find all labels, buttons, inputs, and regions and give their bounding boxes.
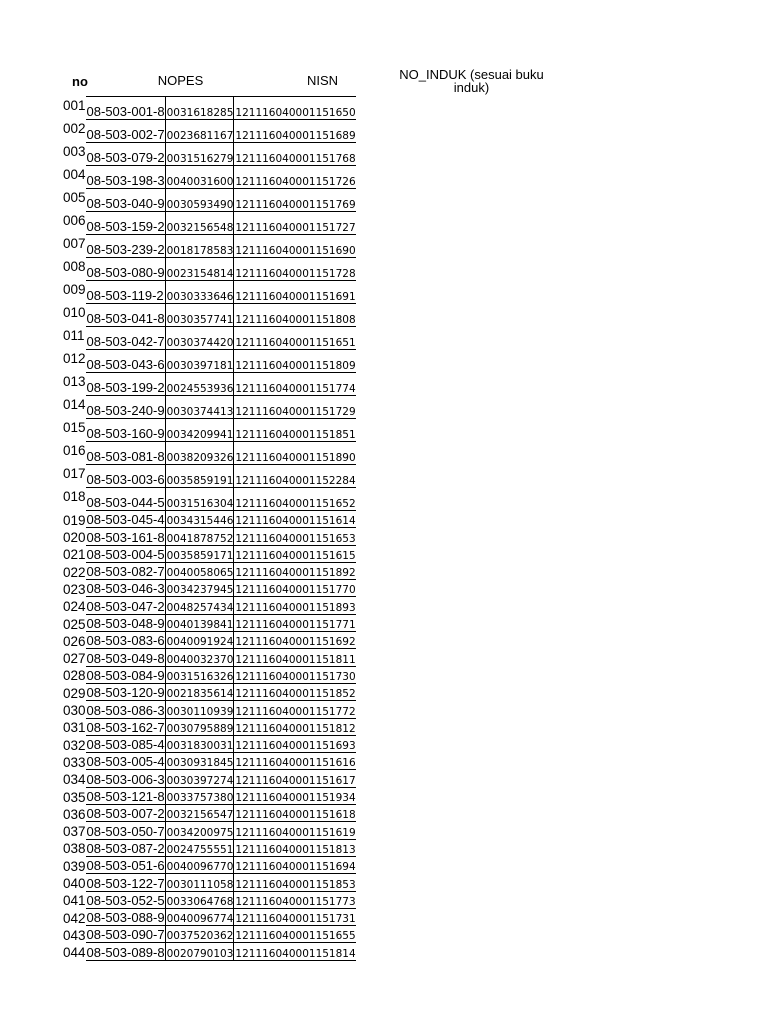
table-row	[63, 143, 356, 166]
row-no: 009	[63, 281, 86, 297]
row-no-induk: 121116040001151693	[234, 735, 356, 752]
row-no-induk: 121116040001151651	[234, 327, 356, 350]
row-nopes: 08-503-003-6	[86, 465, 166, 488]
header-nopes: NOPES	[157, 73, 204, 88]
row-nisn: 0037520362	[165, 926, 234, 943]
row-no-induk: 121116040001151771	[234, 614, 356, 631]
row-no-induk: 121116040001151692	[234, 632, 356, 649]
row-no-induk: 121116040001151618	[234, 805, 356, 822]
row-nisn: 0030397274	[165, 770, 234, 787]
row-nopes: 08-503-085-4	[86, 737, 165, 753]
row-nisn: 0032156547	[165, 805, 234, 822]
row-no: 011	[63, 327, 85, 343]
row-no: 003	[63, 143, 86, 159]
row-no-induk: 121116040001151617	[234, 770, 356, 787]
table-row	[63, 442, 356, 465]
row-nisn: 0030397181	[165, 350, 234, 373]
row-no-induk: 121116040001151893	[234, 597, 356, 614]
row-no: 023	[63, 581, 86, 597]
row-nopes: 08-503-088-9	[86, 910, 165, 926]
row-nisn: 0033757380	[165, 787, 234, 804]
row-nopes: 08-503-084-9	[86, 667, 165, 683]
table-row	[63, 419, 356, 442]
row-no-induk: 121116040001151773	[234, 891, 356, 908]
table-row	[63, 562, 356, 579]
row-no: 026	[63, 633, 86, 649]
row-nopes: 08-503-199-2	[86, 373, 166, 396]
row-nopes: 08-503-043-6	[86, 350, 166, 373]
table-row	[63, 874, 356, 891]
row-no-induk: 121116040001152284	[234, 465, 356, 488]
row-nopes: 08-503-040-9	[86, 189, 166, 212]
table-row	[63, 511, 356, 528]
row-nopes: 08-503-041-8	[86, 304, 166, 327]
row-no: 010	[63, 304, 86, 320]
row-nisn: 0041878752	[165, 528, 234, 545]
row-no-induk: 121116040001151814	[234, 943, 356, 960]
row-nopes: 08-503-159-2	[86, 212, 166, 235]
table-row	[63, 683, 356, 700]
table-row	[63, 545, 356, 562]
row-nisn: 0031516279	[165, 143, 234, 166]
table-row	[63, 488, 356, 511]
table-row	[63, 373, 356, 396]
row-nisn: 0030111058	[165, 874, 234, 891]
row-nisn: 0040032370	[165, 649, 234, 666]
row-nisn: 0024553936	[165, 373, 234, 396]
row-no-induk: 121116040001151812	[234, 718, 356, 735]
row-no-induk: 121116040001151934	[234, 787, 356, 804]
row-no: 027	[63, 651, 86, 667]
row-nisn: 0030795889	[165, 718, 234, 735]
row-no: 014	[63, 396, 86, 412]
row-no: 029	[63, 685, 86, 701]
row-no: 008	[63, 258, 86, 274]
row-no-induk: 121116040001151726	[234, 166, 356, 189]
row-nisn: 0035859171	[165, 545, 234, 562]
row-nisn: 0031516326	[165, 666, 234, 683]
row-nopes: 08-503-121-8	[86, 789, 165, 805]
row-no-induk: 121116040001151619	[234, 822, 356, 839]
header-no-induk: NO_INDUK (sesuai buku induk)	[399, 67, 544, 95]
row-no-induk: 121116040001151768	[234, 143, 356, 166]
table-row	[63, 614, 356, 631]
table-row	[63, 649, 356, 666]
table-row	[63, 120, 356, 143]
row-nisn: 0040091924	[165, 632, 234, 649]
row-nisn: 0031516304	[165, 488, 234, 511]
table-row	[63, 212, 356, 235]
table-row	[63, 396, 356, 419]
row-no-induk: 121116040001151690	[234, 235, 356, 258]
row-no: 031	[63, 720, 86, 736]
row-nisn: 0030333646	[165, 281, 234, 304]
row-no: 043	[63, 927, 86, 943]
row-no: 004	[63, 166, 86, 182]
table-row	[63, 943, 356, 960]
row-no: 042	[63, 910, 86, 926]
row-no-induk: 121116040001151655	[234, 926, 356, 943]
row-nopes: 08-503-048-9	[86, 616, 165, 632]
row-nisn: 0031830031	[165, 735, 234, 752]
row-nisn: 0040139841	[165, 614, 234, 631]
row-no-induk: 121116040001151653	[234, 528, 356, 545]
row-no-induk: 121116040001151652	[234, 488, 356, 511]
row-nopes: 08-503-119-2	[86, 281, 166, 304]
row-no-induk: 121116040001151808	[234, 304, 356, 327]
row-nisn: 0038209326	[165, 442, 234, 465]
row-no: 021	[63, 547, 86, 563]
row-nopes: 08-503-044-5	[86, 488, 166, 511]
table-row	[63, 528, 356, 545]
row-no: 020	[63, 530, 86, 546]
row-no-induk: 121116040001151616	[234, 753, 356, 770]
row-nopes: 08-503-004-5	[86, 546, 165, 562]
row-no-induk: 121116040001151892	[234, 562, 356, 579]
row-no: 032	[63, 737, 86, 753]
row-no-induk: 121116040001151731	[234, 908, 356, 925]
row-no: 028	[63, 668, 86, 684]
row-no-induk: 121116040001151650	[234, 97, 356, 120]
row-no-induk: 121116040001151727	[234, 212, 356, 235]
row-nopes: 08-503-042-7	[86, 327, 166, 350]
row-nisn: 0030374420	[165, 327, 234, 350]
row-nisn: 0018178583	[165, 235, 234, 258]
header-nisn: NISN	[306, 73, 339, 88]
row-no-induk: 121116040001151614	[234, 511, 356, 528]
row-no: 030	[63, 703, 86, 719]
row-no: 022	[63, 564, 86, 580]
row-nopes: 08-503-002-7	[86, 120, 166, 143]
row-no-induk: 121116040001151813	[234, 839, 356, 856]
table-row	[63, 597, 356, 614]
row-no-induk: 121116040001151809	[234, 350, 356, 373]
row-nopes: 08-503-047-2	[86, 598, 165, 614]
row-nisn: 0040031600	[165, 166, 234, 189]
table-row	[63, 718, 356, 735]
table-row	[63, 701, 356, 718]
row-nopes: 08-503-046-3	[86, 581, 165, 597]
row-no-induk: 121116040001151769	[234, 189, 356, 212]
row-nisn: 0020790103	[165, 943, 234, 960]
row-no: 024	[63, 599, 86, 615]
row-nisn: 0034315446	[165, 511, 234, 528]
row-no: 007	[63, 235, 86, 251]
row-nisn: 0021835614	[165, 683, 234, 700]
row-nopes: 08-503-122-7	[86, 875, 165, 891]
row-no: 040	[63, 876, 86, 892]
row-nisn: 0030374413	[165, 396, 234, 419]
row-nisn: 0032156548	[165, 212, 234, 235]
table-row	[63, 666, 356, 683]
row-no: 036	[63, 806, 86, 822]
row-no: 002	[63, 120, 86, 136]
row-nopes: 08-503-005-4	[86, 754, 165, 770]
row-nopes: 08-503-162-7	[86, 719, 165, 735]
table-row	[63, 822, 356, 839]
table-row	[63, 926, 356, 943]
row-no: 035	[63, 789, 86, 805]
row-nisn: 0040058065	[165, 562, 234, 579]
row-no-induk: 121116040001151772	[234, 701, 356, 718]
row-nopes: 08-503-007-2	[86, 806, 165, 822]
row-no: 044	[63, 945, 86, 961]
row-no: 012	[63, 350, 86, 366]
row-nopes: 08-503-052-5	[86, 892, 165, 908]
row-no: 018	[63, 488, 86, 504]
row-nisn: 0031618285	[165, 97, 234, 120]
row-no: 017	[63, 465, 86, 481]
row-no: 038	[63, 841, 86, 857]
row-nisn: 0040096774	[165, 908, 234, 925]
row-nisn: 0034237945	[165, 580, 234, 597]
row-nisn: 0034200975	[165, 822, 234, 839]
row-no-induk: 121116040001151851	[234, 419, 356, 442]
row-nopes: 08-503-082-7	[86, 564, 165, 580]
row-nisn: 0030357741	[165, 304, 234, 327]
row-no: 039	[63, 858, 86, 874]
row-nisn: 0048257434	[165, 597, 234, 614]
table-row	[63, 465, 356, 488]
row-nisn: 0040096770	[165, 856, 234, 873]
row-nopes: 08-503-050-7	[86, 823, 165, 839]
row-nopes: 08-503-045-4	[86, 512, 165, 528]
row-nopes: 08-503-161-8	[86, 529, 165, 545]
row-no: 041	[63, 893, 86, 909]
row-no: 001	[63, 97, 86, 113]
row-no-induk: 121116040001151770	[234, 580, 356, 597]
table-row	[63, 97, 356, 120]
row-nopes: 08-503-090-7	[86, 927, 165, 943]
table-row	[63, 753, 356, 770]
row-no-induk: 121116040001151890	[234, 442, 356, 465]
row-no: 034	[63, 772, 86, 788]
row-no: 015	[63, 419, 86, 435]
row-no: 019	[63, 512, 86, 528]
row-no: 006	[63, 212, 86, 228]
row-nisn: 0034209941	[165, 419, 234, 442]
row-no-induk: 121116040001151774	[234, 373, 356, 396]
row-nisn: 0033064768	[165, 891, 234, 908]
row-nopes: 08-503-240-9	[86, 396, 166, 419]
table-row	[63, 839, 356, 856]
table-row	[63, 856, 356, 873]
row-no-induk: 121116040001151694	[234, 856, 356, 873]
row-nopes: 08-503-083-6	[86, 633, 165, 649]
table-row	[63, 770, 356, 787]
row-nisn: 0030110939	[165, 701, 234, 718]
row-nopes: 08-503-120-9	[86, 685, 165, 701]
row-nisn: 0023154814	[165, 258, 234, 281]
table-header	[63, 66, 563, 96]
table-row	[63, 787, 356, 804]
row-no-induk: 121116040001151853	[234, 874, 356, 891]
row-nopes: 08-503-089-8	[86, 944, 165, 960]
table-row	[63, 891, 356, 908]
student-table	[63, 96, 356, 961]
row-nopes: 08-503-160-9	[86, 419, 166, 442]
row-no-induk: 121116040001151730	[234, 666, 356, 683]
row-no: 016	[63, 442, 86, 458]
row-no-induk: 121116040001151852	[234, 683, 356, 700]
row-nopes: 08-503-001-8	[86, 97, 166, 120]
row-no-induk: 121116040001151728	[234, 258, 356, 281]
row-no: 033	[63, 754, 86, 770]
row-no: 037	[63, 824, 86, 840]
row-no-induk: 121116040001151689	[234, 120, 356, 143]
row-nopes: 08-503-198-3	[86, 166, 166, 189]
table-row	[63, 327, 356, 350]
row-nopes: 08-503-079-2	[86, 143, 166, 166]
row-no: 005	[63, 189, 86, 205]
row-no-induk: 121116040001151729	[234, 396, 356, 419]
table-row	[63, 632, 356, 649]
row-nisn: 0024755551	[165, 839, 234, 856]
header-no: no	[72, 74, 88, 89]
table-row	[63, 735, 356, 752]
row-nopes: 08-503-081-8	[86, 442, 166, 465]
row-nopes: 08-503-087-2	[86, 840, 165, 856]
table-row	[63, 235, 356, 258]
row-nopes: 08-503-049-8	[86, 650, 165, 666]
row-nopes: 08-503-006-3	[86, 771, 165, 787]
row-nopes: 08-503-239-2	[86, 235, 166, 258]
row-no: 013	[63, 373, 86, 389]
table-row	[63, 304, 356, 327]
table-row	[63, 908, 356, 925]
table-row	[63, 580, 356, 597]
table-row	[63, 189, 356, 212]
row-no: 025	[63, 616, 86, 632]
table-row	[63, 258, 356, 281]
table-row	[63, 281, 356, 304]
row-nisn: 0030931845	[165, 753, 234, 770]
table-row	[63, 166, 356, 189]
row-nisn: 0023681167	[165, 120, 234, 143]
row-nopes: 08-503-086-3	[86, 702, 165, 718]
row-nopes: 08-503-080-9	[86, 258, 166, 281]
row-nopes: 08-503-051-6	[86, 858, 165, 874]
table-row	[63, 350, 356, 373]
table-body	[63, 97, 356, 961]
row-nisn: 0035859191	[165, 465, 234, 488]
row-nisn: 0030593490	[165, 189, 234, 212]
row-no-induk: 121116040001151615	[234, 545, 356, 562]
table-row	[63, 805, 356, 822]
row-no-induk: 121116040001151811	[234, 649, 356, 666]
row-no-induk: 121116040001151691	[234, 281, 356, 304]
